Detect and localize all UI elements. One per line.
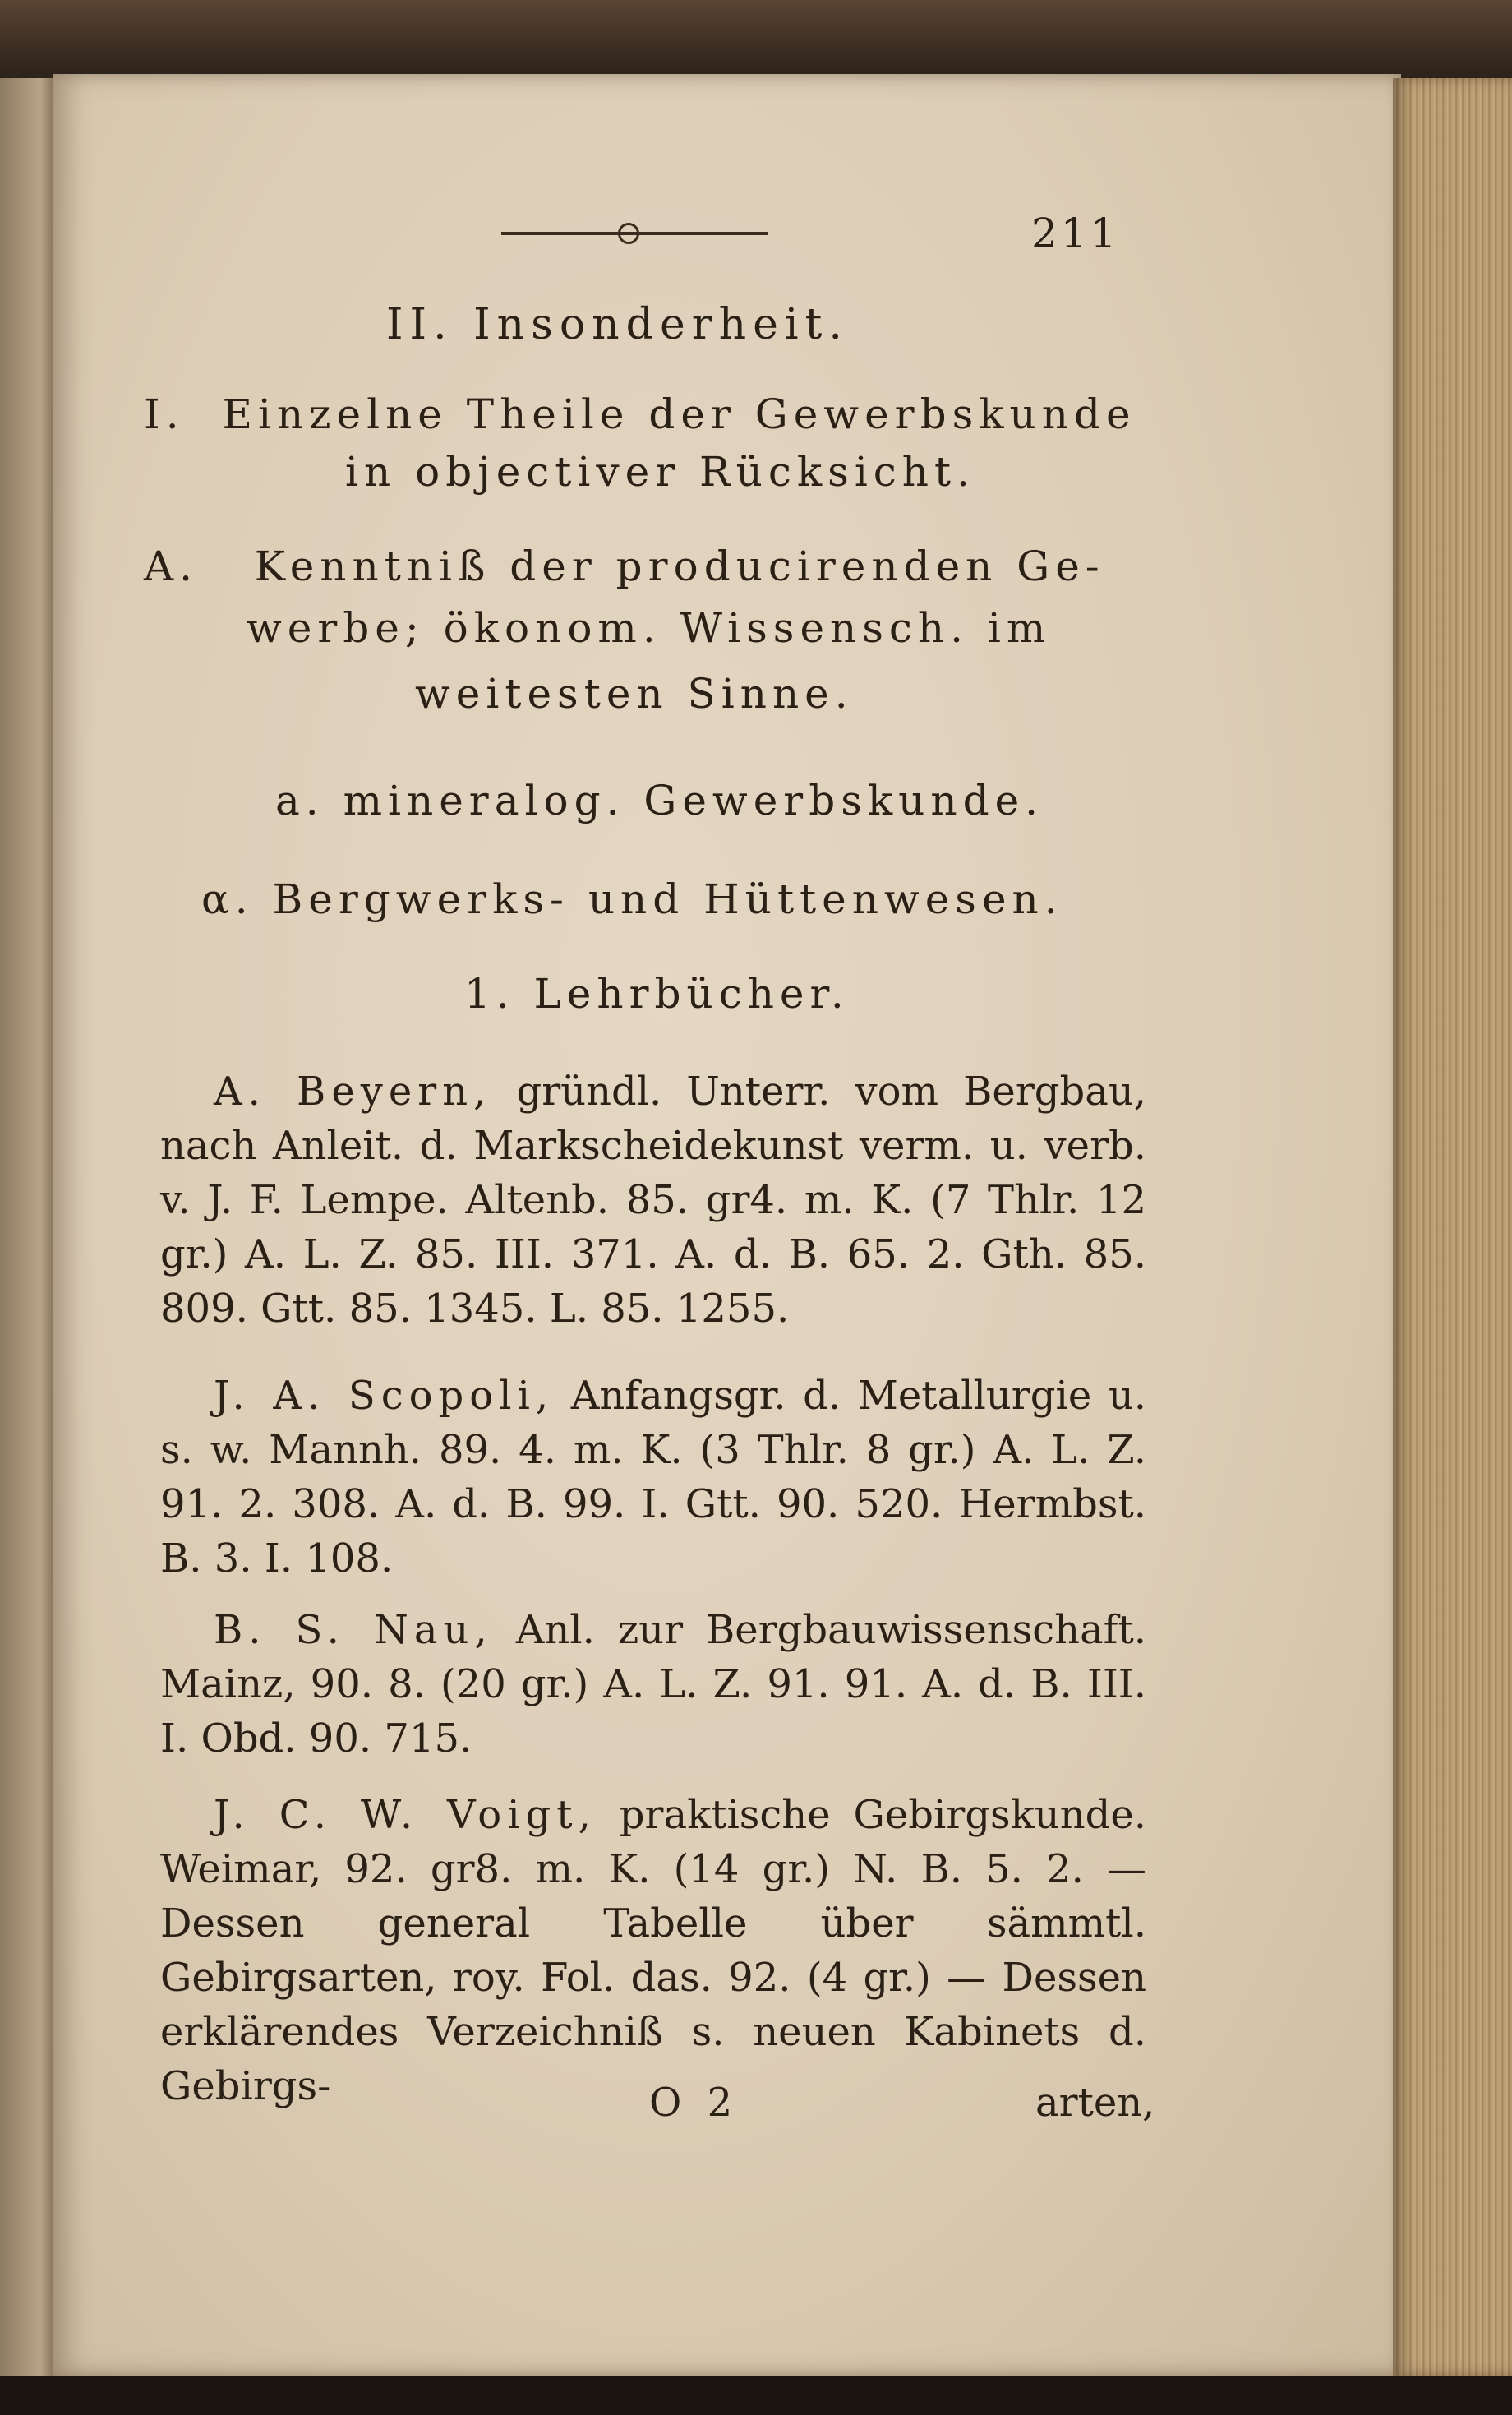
- signature-mark: O 2: [649, 2080, 740, 2126]
- catchword: arten,: [1035, 2080, 1155, 2126]
- section-A-line3: weitesten Sinne.: [415, 670, 854, 718]
- entry-author: J. C. W. Voigt,: [214, 1792, 597, 1838]
- section-1-marker: I.: [144, 390, 185, 438]
- entry-author: J. A. Scopoli,: [214, 1373, 555, 1419]
- bib-entry-scopoli: [160, 1369, 1146, 1586]
- entry-text: gründl. Unterr. vom Bergbau, nach Anleit. d. Markscheidekunst verm. u. verb. v. J. F. Lempe. Altenb. 85. gr4. m. K. (7 Thlr. 12 gr.) A. L. Z. 85. III. 371. A. d. B. 65. 2. Gth. 85. 809. Gtt. 85. 1345. L. 85. 1255.: [160, 1069, 1146, 1332]
- subheading-mineralog: a. mineralog. Gewerbskunde.: [275, 777, 1044, 824]
- subheading-lehrbuecher: 1. Lehrbücher.: [464, 970, 850, 1018]
- ornamental-rule-knot: [618, 223, 639, 244]
- facing-page-edge: [0, 78, 58, 2415]
- bib-entry-nau: [160, 1603, 1146, 1766]
- entry-text: Anl. zur Bergbauwissenschaft. Mainz, 90. 8. (20 gr.) A. L. Z. 91. 91. A. d. B. III. I. Obd. 90. 715.: [160, 1607, 1146, 1762]
- bib-entry-voigt: [160, 1788, 1146, 2113]
- section-A-line2: werbe; ökonom. Wissensch. im: [247, 604, 1052, 652]
- section-A-marker: A.: [144, 543, 199, 590]
- bib-entry-beyern: [160, 1064, 1146, 1336]
- entry-text: praktische Gebirgskunde. Weimar, 92. gr8. m. K. (14 gr.) N. B. 5. 2. — Dessen general Tabelle über sämmtl. Gebirgsarten, roy. Fol. das. 92. (4 gr.) — Dessen erklärendes Verzeichniß s. neuen Kabinets d. Gebirgs-: [160, 1792, 1146, 2109]
- section-A-line1: Kenntniß der producirenden Ge-: [254, 543, 1105, 590]
- entry-text: Anfangsgr. d. Metallurgie u. s. w. Mannh. 89. 4. m. K. (3 Thlr. 8 gr.) A. L. Z. 91. 2. 308. A. d. B. 99. I. Gtt. 90. 520. Hermbst. B. 3. I. 108.: [160, 1373, 1146, 1582]
- section-1-line2: in objectiver Rücksicht.: [345, 448, 975, 496]
- section-A-heading: [144, 543, 1105, 590]
- page-number: 211: [1031, 210, 1120, 257]
- entry-author: A. Beyern,: [214, 1069, 492, 1115]
- subheading-bergwerks: α. Bergwerks- und Hüttenwesen.: [201, 875, 1063, 923]
- heading-main: II. Insonderheit.: [386, 300, 849, 349]
- page-block-edges: [1393, 78, 1512, 2376]
- entry-author: B. S. Nau,: [214, 1607, 493, 1653]
- section-1-line1: Einzelne Theile der Gewerbskunde: [222, 390, 1136, 438]
- section-1-heading: [144, 390, 1136, 438]
- book-bottom-edge: [0, 2376, 1512, 2415]
- book-binding-top: [0, 0, 1512, 82]
